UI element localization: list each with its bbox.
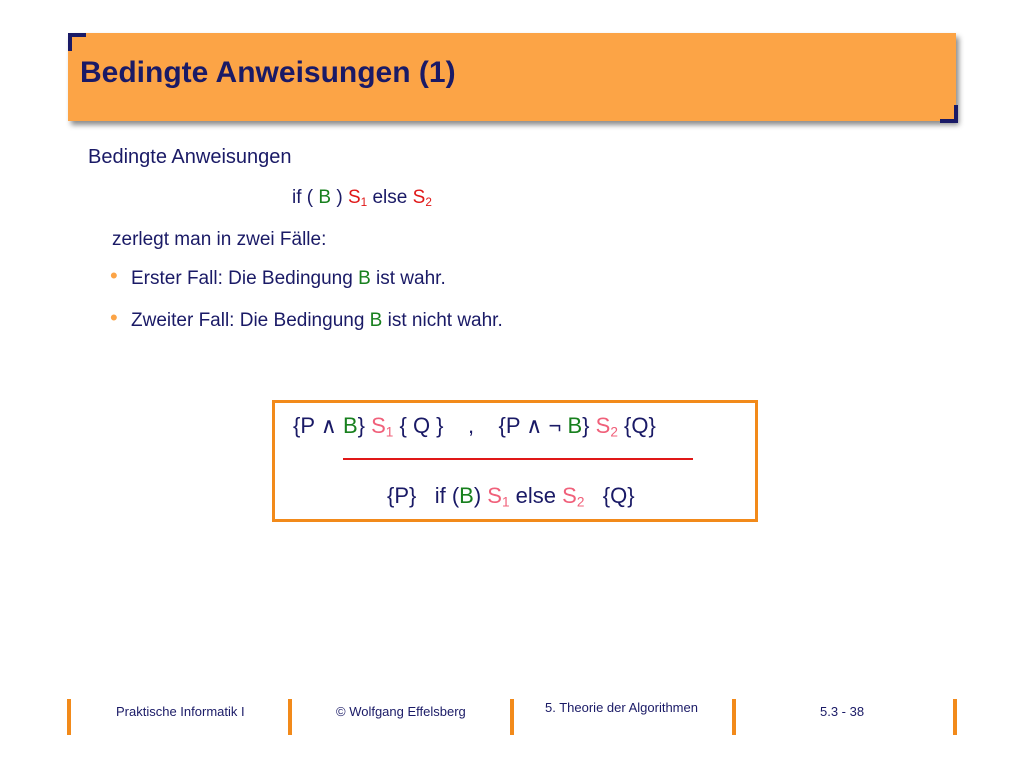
footer-divider: [67, 699, 71, 735]
bullet-item-2: Zweiter Fall: Die Bedingung B ist nicht wahr.: [131, 310, 503, 331]
statement-line: [292, 187, 432, 209]
inference-rule-box: [272, 400, 758, 522]
footer-chapter: 5. Theorie der Algorithmen: [545, 700, 698, 715]
footer-divider: [510, 699, 514, 735]
stmt-s2: $S_2$: [412, 187, 432, 209]
stmt-condition: B: [318, 187, 332, 208]
stmt-if: if (: [292, 187, 319, 208]
stmt-else: else: [367, 187, 413, 208]
bullet-dot-icon: •: [110, 305, 118, 330]
stmt-close: ): [331, 187, 348, 208]
footer-page-number: 5.3 - 38: [820, 704, 865, 719]
rule-premises: {P ∧ B} $S_1$ { Q } , {P ∧ ¬ B} $S_2$ {Q}: [293, 413, 656, 440]
footer-divider: [288, 699, 292, 735]
bullet-dot-icon: •: [110, 263, 118, 288]
corner-decoration-top-left: [68, 33, 86, 51]
footer-divider: [953, 699, 957, 735]
footer-author: © Wolfgang Effelsberg: [336, 704, 466, 719]
rule-conclusion: {P} if (B) $S_1$ else $S_2$ {Q}: [387, 483, 635, 510]
split-text: zerlegt man in zwei Fälle:: [112, 229, 327, 250]
footer-divider: [732, 699, 736, 735]
slide-title: Bedingte Anweisungen (1): [80, 56, 456, 89]
inference-line: [343, 458, 693, 460]
corner-decoration-bottom-right: [940, 105, 958, 123]
intro-text: Bedingte Anweisungen: [88, 146, 292, 168]
bullet-item-1: Erster Fall: Die Bedingung B ist wahr.: [131, 268, 446, 289]
stmt-s1: $S_1$: [347, 187, 368, 209]
footer-course: Praktische Informatik I: [116, 704, 245, 719]
